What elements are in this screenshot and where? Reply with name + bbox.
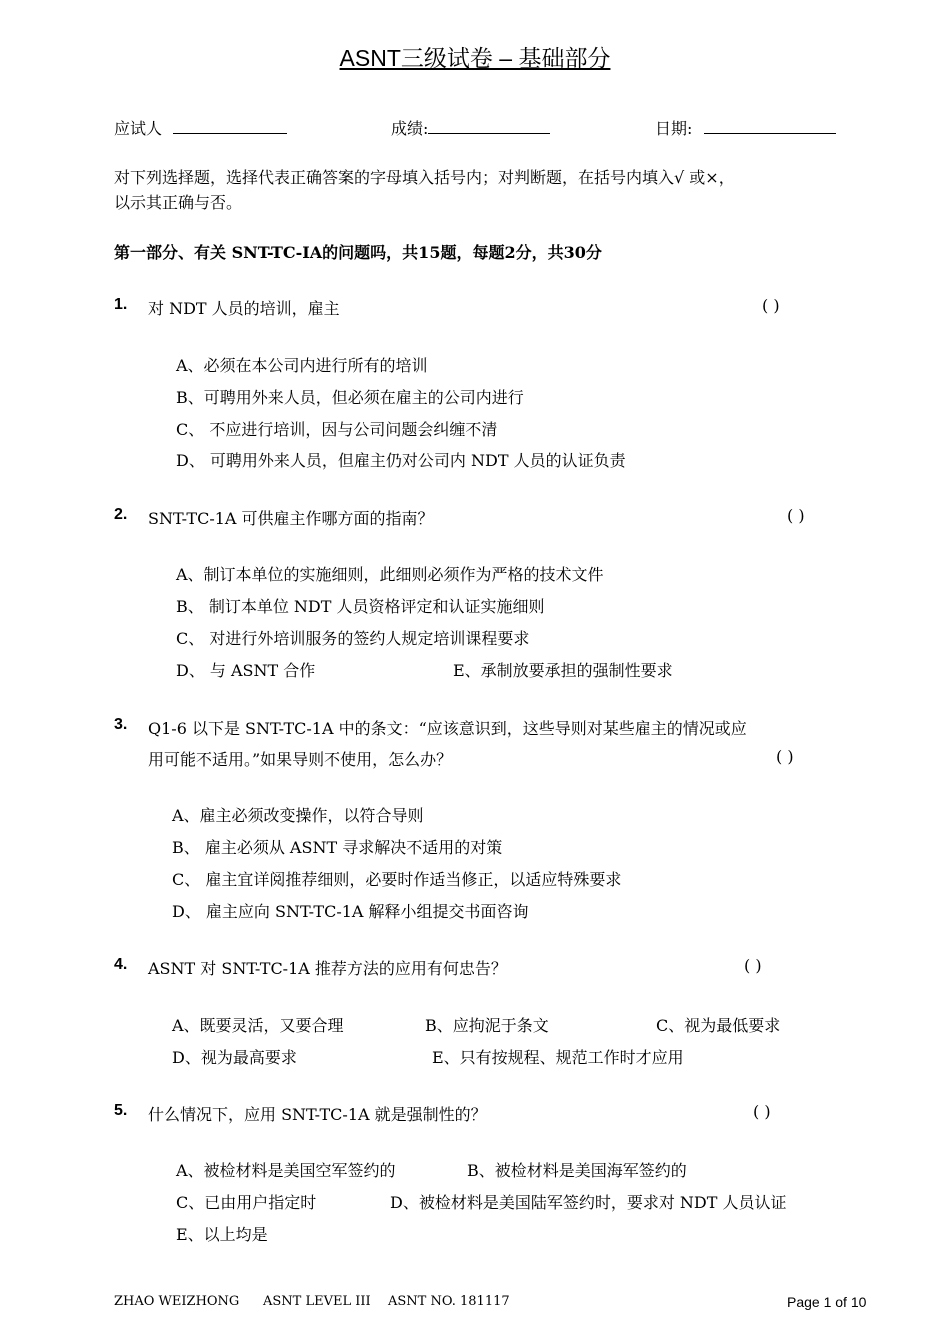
date-field [655,116,836,139]
date-blank [704,119,836,134]
question-3-number: 3. [114,716,128,733]
question-3-option-c: C、 雇主宜详阅推荐细则，必要时作适当修正，以适应特殊要求 [172,870,622,889]
question-2-option-e: E、承制放要承担的强制性要求 [453,661,673,680]
question-2-answer-box[interactable]: ( ) [787,506,805,525]
question-4-option-a: A、既要灵活，又要合理 [172,1016,344,1035]
question-5-option-d: D、被检材料是美国陆军签约时，要求对 NDT 人员认证 [390,1193,787,1212]
question-4-number: 4. [114,956,128,973]
question-2-option-b: B、 制订本单位 NDT 人员资格评定和认证实施细则 [176,597,545,616]
question-3-answer-box[interactable]: ( ) [776,747,794,766]
score-label: 成绩: [391,119,429,138]
question-2-option-c: C、 对进行外培训服务的签约人规定培训课程要求 [176,629,530,648]
question-2-text: SNT-TC-1A 可供雇主作哪方面的指南？ [148,509,434,528]
question-5-number: 5. [114,1102,128,1119]
date-label: 日期: [655,119,693,138]
footer-author: ZHAO WEIZHONG [114,1294,240,1309]
question-4-option-c: C、视为最低要求 [656,1016,781,1035]
candidate-field [114,116,287,139]
question-4-answer-box[interactable]: ( ) [744,956,762,975]
question-3-option-d: D、 雇主应向 SNT-TC-1A 解释小组提交书面咨询 [172,902,529,921]
candidate-blank [173,119,287,134]
footer-asnt-number: ASNT NO. 181117 [388,1294,510,1309]
question-1-option-a: A、必须在本公司内进行所有的培训 [176,356,428,375]
question-3-text-line-2: 用可能不适用。”如果导则不使用，怎么办？ [148,750,453,769]
question-2-option-d: D、 与 ASNT 合作 [176,661,316,680]
question-2-option-a: A、制订本单位的实施细则，此细则必须作为严格的技术文件 [176,565,604,584]
question-4-option-b: B、应拘泥于条文 [425,1016,549,1035]
page-title: ASNT三级试卷 – 基础部分 [339,45,611,71]
instructions-line-2: 以示其正确与否。 [114,193,243,212]
question-5-option-a: A、被检材料是美国空军签约的 [176,1161,396,1180]
question-2-number: 2. [114,506,128,523]
question-5-option-e: E、以上均是 [176,1225,268,1244]
question-3-option-b: B、 雇主必须从 ASNT 寻求解决不适用的对策 [172,838,503,857]
question-5-option-b: B、被检材料是美国海军签约的 [467,1161,687,1180]
question-1-number: 1. [114,296,128,313]
question-4-option-d: D、视为最高要求 [172,1048,297,1067]
score-field [391,116,550,139]
instructions-line-1: 对下列选择题，选择代表正确答案的字母填入括号内；对判断题，在括号内填入√ 或×， [114,168,735,187]
question-4-text: ASNT 对 SNT-TC-1A 推荐方法的应用有何忠告？ [148,959,507,978]
question-5-answer-box[interactable]: ( ) [753,1102,771,1121]
question-1-option-d: D、 可聘用外来人员，但雇主仍对公司内 NDT 人员的认证负责 [176,451,626,470]
footer-page-number: Page 1 of 10 [787,1294,867,1310]
question-5-option-c: C、已由用户指定时 [176,1193,317,1212]
candidate-label: 应试人 [114,119,163,138]
question-3-option-a: A、雇主必须改变操作，以符合导则 [172,806,424,825]
footer-level: ASNT LEVEL III [263,1294,371,1309]
question-5-text: 什么情况下，应用 SNT-TC-1A 就是强制性的？ [148,1105,487,1124]
question-3-text-line-1: Q1-6 以下是 SNT-TC-1A 中的条文：“应该意识到，这些导则对某些雇主的情况或应 [148,719,747,738]
question-1-text: 对 NDT 人员的培训，雇主 [148,299,340,318]
question-4-option-e: E、只有按规程、规范工作时才应用 [432,1048,684,1067]
section-heading: 第一部分、有关 SNT-TC-IA的问题吗，共15题，每题2分，共30分 [114,243,602,262]
question-1-option-c: C、 不应进行培训，因与公司问题会纠缠不清 [176,420,498,439]
score-blank [428,119,550,134]
question-1-answer-box[interactable]: ( ) [762,296,780,315]
question-1-option-b: B、可聘用外来人员，但必须在雇主的公司内进行 [176,388,524,407]
